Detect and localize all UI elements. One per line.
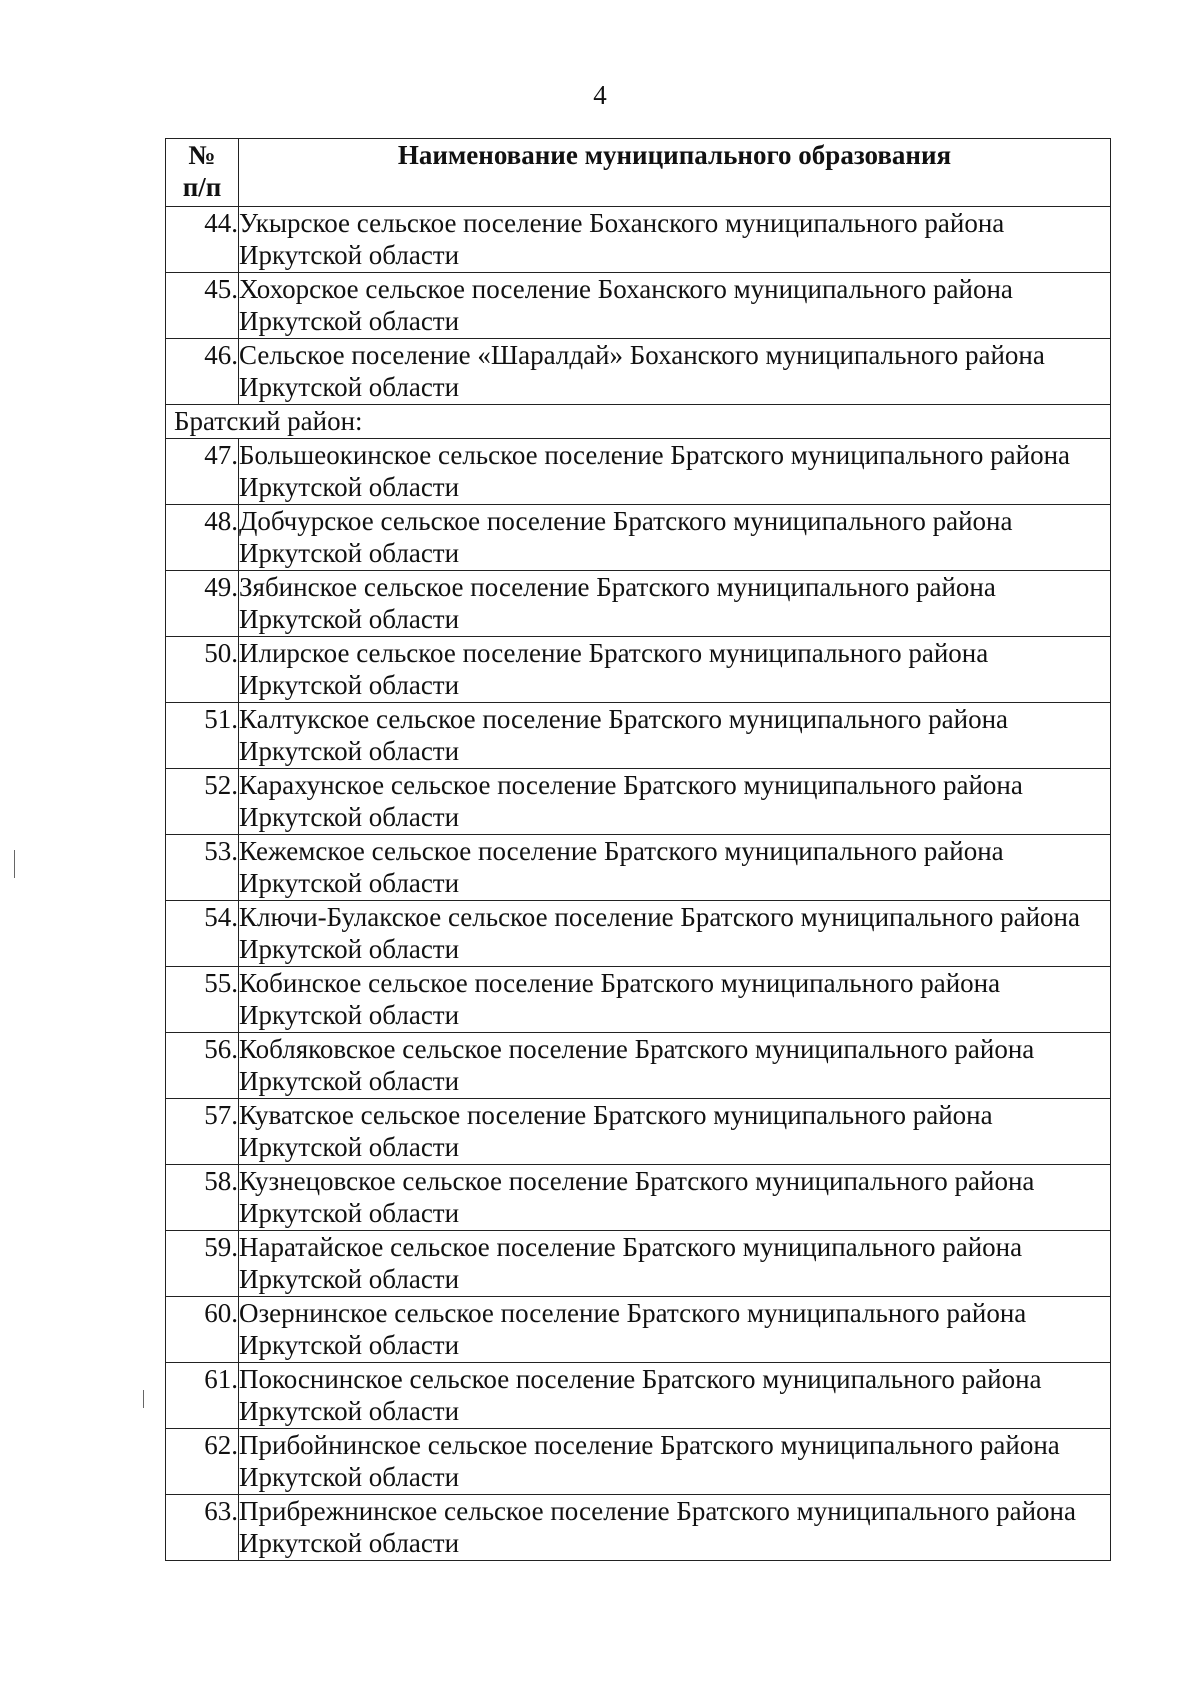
table-row [166, 505, 1111, 571]
municipality-name: Калтукское сельское поселение Братского муниципального района Иркутской области [239, 703, 1111, 769]
table-row [166, 1099, 1111, 1165]
table-row [166, 1297, 1111, 1363]
row-number: 58. [166, 1165, 239, 1231]
table-row [166, 967, 1111, 1033]
row-number: 50. [166, 637, 239, 703]
municipality-name: Укырское сельское поселение Боханского муниципального района Иркутской области [239, 207, 1111, 273]
section-body [166, 405, 1111, 439]
row-number: 56. [166, 1033, 239, 1099]
municipality-name: Карахунское сельское поселение Братского муниципального района Иркутской области [239, 769, 1111, 835]
table-row [166, 703, 1111, 769]
table-header [166, 139, 1111, 207]
row-number: 59. [166, 1231, 239, 1297]
table-row [166, 1495, 1111, 1561]
row-number: 57. [166, 1099, 239, 1165]
row-number: 49. [166, 571, 239, 637]
table-row [166, 439, 1111, 505]
name-column-header: Наименование муниципального образования [239, 139, 1111, 207]
header-row [166, 139, 1111, 207]
table-body-top [166, 207, 1111, 405]
section-title: Братский район: [166, 405, 1111, 439]
table-row [166, 901, 1111, 967]
municipality-name: Кежемское сельское поселение Братского муниципального района Иркутской области [239, 835, 1111, 901]
table-body-bottom [166, 439, 1111, 1561]
table-row [166, 207, 1111, 273]
municipality-name: Кобляковское сельское поселение Братского муниципального района Иркутской области [239, 1033, 1111, 1099]
row-number: 60. [166, 1297, 239, 1363]
table-row [166, 1363, 1111, 1429]
municipality-name: Прибойнинское сельское поселение Братского муниципального района Иркутской области [239, 1429, 1111, 1495]
municipality-name: Хохорское сельское поселение Боханского муниципального района Иркутской области [239, 273, 1111, 339]
row-number: 47. [166, 439, 239, 505]
row-number: 46. [166, 339, 239, 405]
table-row [166, 273, 1111, 339]
row-number: 63. [166, 1495, 239, 1561]
table-row [166, 1231, 1111, 1297]
row-number: 45. [166, 273, 239, 339]
municipality-name: Кузнецовское сельское поселение Братского муниципального района Иркутской области [239, 1165, 1111, 1231]
municipality-name: Куватское сельское поселение Братского муниципального района Иркутской области [239, 1099, 1111, 1165]
scan-mark [14, 850, 15, 878]
table-row [166, 1033, 1111, 1099]
municipality-name: Прибрежнинское сельское поселение Братского муниципального района Иркутской области [239, 1495, 1111, 1561]
municipality-name: Илирское сельское поселение Братского муниципального района Иркутской области [239, 637, 1111, 703]
row-number: 52. [166, 769, 239, 835]
row-number: 55. [166, 967, 239, 1033]
section-row [166, 405, 1111, 439]
municipality-name: Наратайское сельское поселение Братского муниципального района Иркутской области [239, 1231, 1111, 1297]
table-row [166, 1429, 1111, 1495]
row-number: 48. [166, 505, 239, 571]
municipality-name: Добчурское сельское поселение Братского муниципального района Иркутской области [239, 505, 1111, 571]
table-row [166, 571, 1111, 637]
number-abbrev-label: п/п [182, 172, 222, 202]
municipality-name: Озернинское сельское поселение Братского муниципального района Иркутской области [239, 1297, 1111, 1363]
municipality-name: Сельское поселение «Шаралдай» Боханского муниципального района Иркутской области [239, 339, 1111, 405]
municipality-name: Зябинское сельское поселение Братского муниципального района Иркутской области [239, 571, 1111, 637]
row-number: 44. [166, 207, 239, 273]
municipality-name: Кобинское сельское поселение Братского муниципального района Иркутской области [239, 967, 1111, 1033]
scan-mark [143, 1390, 144, 1408]
table-row [166, 339, 1111, 405]
row-number: 53. [166, 835, 239, 901]
municipality-table [165, 138, 1111, 1561]
municipality-name: Покоснинское сельское поселение Братского муниципального района Иркутской области [239, 1363, 1111, 1429]
number-column-header [166, 139, 239, 207]
table-row [166, 769, 1111, 835]
table-row [166, 835, 1111, 901]
row-number: 61. [166, 1363, 239, 1429]
table-row [166, 637, 1111, 703]
page-number: 4 [593, 80, 607, 110]
municipality-name: Большеокинское сельское поселение Братского муниципального района Иркутской области [239, 439, 1111, 505]
table-row [166, 1165, 1111, 1231]
number-symbol-label: № [188, 140, 216, 170]
municipality-name: Ключи-Булакское сельское поселение Братского муниципального района Иркутской области [239, 901, 1111, 967]
row-number: 62. [166, 1429, 239, 1495]
row-number: 51. [166, 703, 239, 769]
row-number: 54. [166, 901, 239, 967]
